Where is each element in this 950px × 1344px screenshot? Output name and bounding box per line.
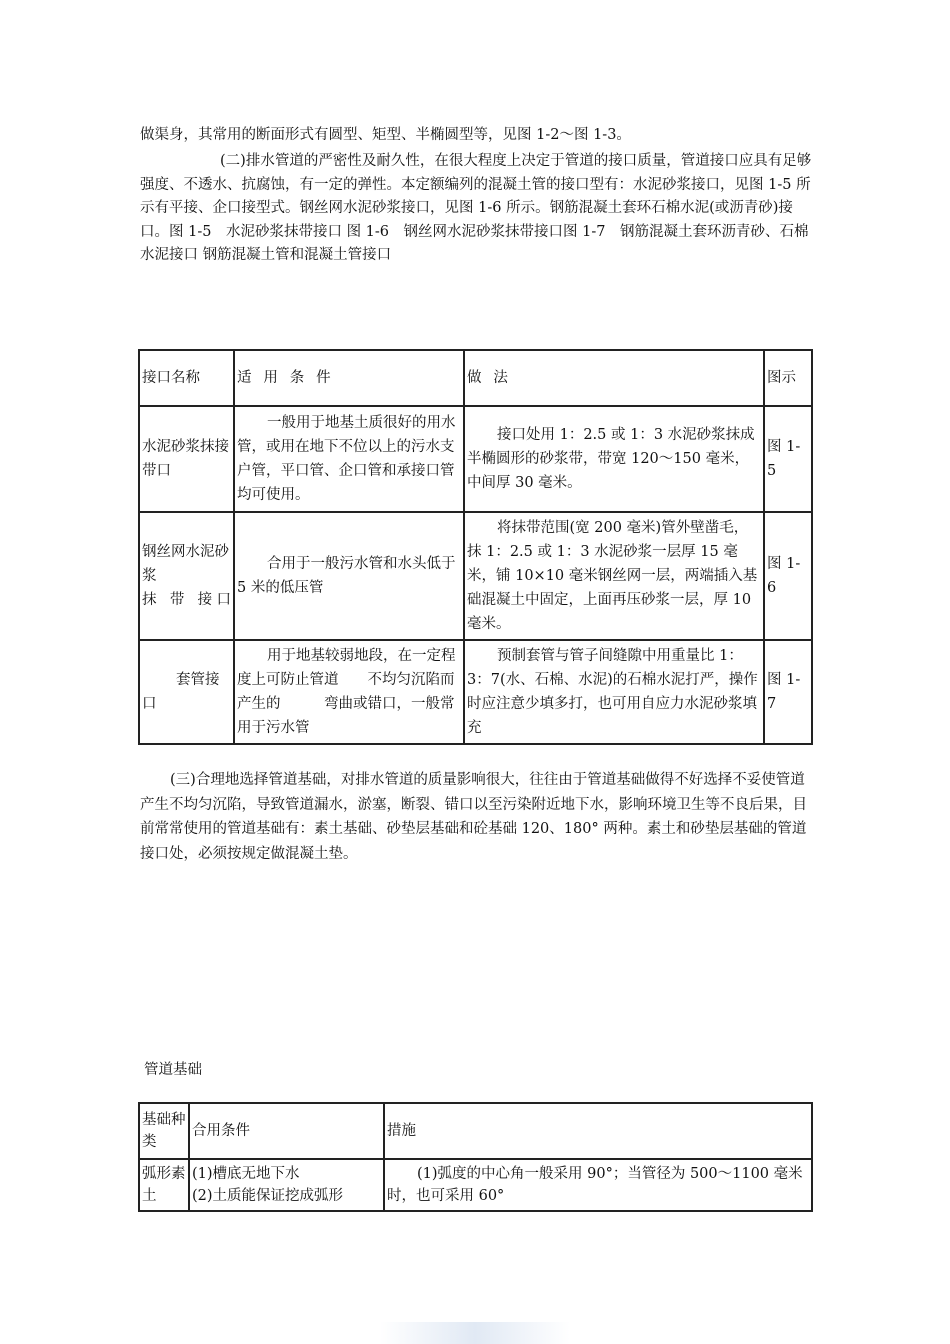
joint-name (139, 512, 234, 640)
table-row (139, 1159, 812, 1211)
foundation-table (138, 1102, 813, 1212)
header-foundation-type: 基础种类 (139, 1103, 189, 1159)
watermark-fragment (380, 1322, 570, 1344)
joint-method: 预制套管与管子间缝隙中用重量比 1：3：7(水、石棉、水泥)的石棉水泥打严，操作时应注意少填多打，也可用自应力水泥砂浆填充 (464, 640, 764, 744)
joint-condition: 用于地基较弱地段，在一定程度上可防止管道 不均匀沉陷而产生的 弯曲或错口，一般常用于污水管 (234, 640, 464, 744)
joint-name: 套管接口 (139, 640, 234, 744)
header-condition: 适 用 条 件 (234, 350, 464, 406)
table-row (139, 512, 812, 640)
foundation-type: 弧形素土 (139, 1159, 189, 1211)
joint-figure: 图 1-7 (764, 640, 812, 744)
foundation-condition-2: (2)土质能保证挖成弧形 (192, 1188, 344, 1204)
joint-table (138, 349, 813, 745)
paragraph-1: 做渠身，其常用的断面形式有圆型、矩型、半椭圆型等，见图 1-2～图 1-3。 (140, 127, 631, 143)
joint-method: 将抹带范围(宽 200 毫米)管外壁凿毛，抹 1：2.5 或 1：3 水泥砂浆一层厚 15 毫米，铺 10×10 毫米钢丝网一层，两端插入基础混凝土中固定，上面再压砂浆一层，厚 10 毫米。 (464, 512, 764, 640)
foundation-measure: (1)弧度的中心角一般采用 90°；当管径为 500～1100 毫米时，也可采用 60° (384, 1159, 812, 1211)
joint-condition: 合用于一般污水管和水头低于 5 米的低压管 (234, 512, 464, 640)
paragraph-2: (二)排水管道的严密性及耐久性，在很大程度上决定于管道的接口质量，管道接口应具有足够强度、不透水、抗腐蚀，有一定的弹性。本定额编列的混凝土管的接口型有：水泥砂浆接口，见图 1-5 所示有平接、企口接型式。钢丝网水泥砂浆接口，见图 1-6 所示。钢筋混凝土套环石棉水泥(或沥青砂)接口。图 1-5 水泥砂浆抹带接口 图 1-6 钢丝网水泥砂浆抹带接口图 1-7 钢筋混凝土套环沥青砂、石棉水泥接口 钢筋混凝土管和混凝土管接口 (140, 153, 812, 263)
joint-figure: 图 1-6 (764, 512, 812, 640)
paragraph-3: (三)合理地选择管道基础，对排水管道的质量影响很大，往往由于管道基础做得不好选择不妥使管道产生不均匀沉陷，导致管道漏水，淤塞，断裂、错口以至污染附近地下水，影响环境卫生等不良后果，目前常常使用的管道基础有：素土基础、砂垫层基础和砼基础 120、180° 两种。素土和砂垫层基础的管道接口处，必须按规定做混凝土垫。 (140, 772, 807, 862)
header-method: 做 法 (464, 350, 764, 406)
foundation-caption: 管道基础 (144, 1062, 202, 1078)
joint-method: 接口处用 1：2.5 或 1：3 水泥砂浆抹成半椭圆形的砂浆带，带宽 120～150 毫米，中间厚 30 毫米。 (464, 406, 764, 512)
header-figure: 图示 (764, 350, 812, 406)
table-row (139, 406, 812, 512)
foundation-condition-1: (1)槽底无地下水 (192, 1166, 300, 1182)
header-applicable-condition: 合用条件 (189, 1103, 384, 1159)
table-header-row (139, 350, 812, 406)
foundation-condition (189, 1159, 384, 1211)
joint-figure: 图 1-5 (764, 406, 812, 512)
joint-name: 水泥砂浆抹接带口 (139, 406, 234, 512)
header-joint-name: 接口名称 (139, 350, 234, 406)
table-row (139, 640, 812, 744)
joint-name-line2: 抹 带 接口 (142, 592, 231, 608)
joint-condition: 一般用于地基土质很好的用水管，或用在地下不位以上的污水支户管，平口管、企口管和承接口管均可使用。 (234, 406, 464, 512)
header-measure: 措施 (384, 1103, 812, 1159)
table-header-row (139, 1103, 812, 1159)
joint-name-line1: 钢丝网水泥砂浆 (142, 544, 229, 584)
